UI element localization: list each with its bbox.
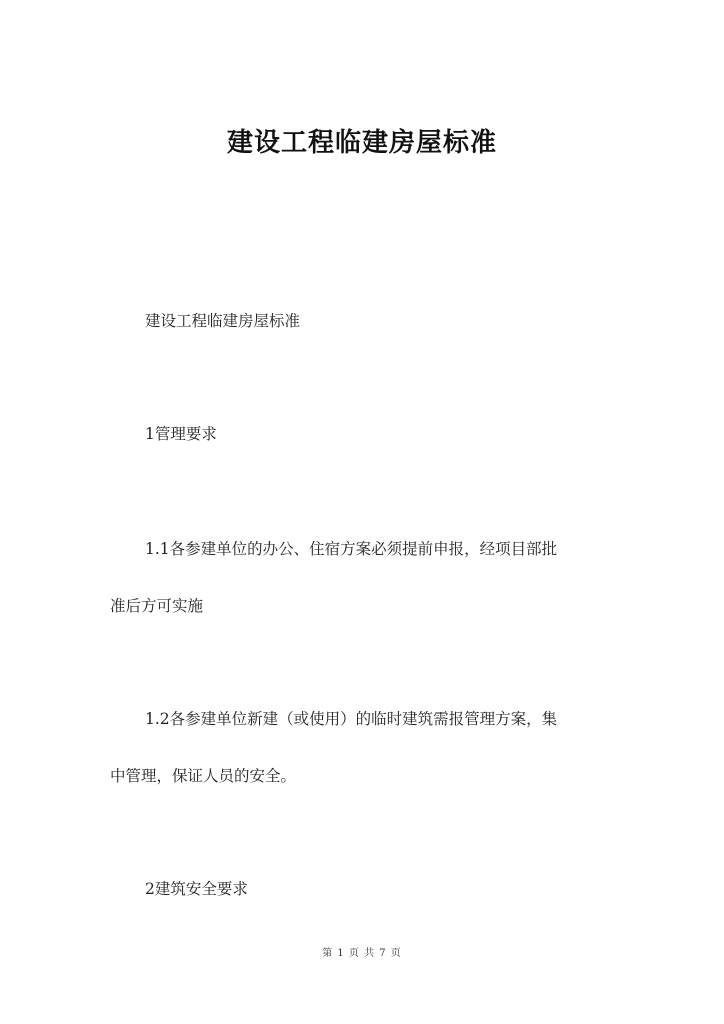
paragraph-1-2-line-1: 1.2各参建单位新建（或使用）的临时建筑需报管理方案，集	[145, 710, 558, 728]
paragraph-1-1-line-1: 1.1各参建单位的办公、住宿方案必须提前申报，经项目部批	[145, 540, 558, 558]
page-footer: 第 1 页 共 7 页	[322, 948, 402, 959]
paragraph-1-1-line-2: 准后方可实施	[110, 597, 204, 615]
section-heading-management: 1管理要求	[145, 425, 217, 443]
paragraph-1-2-line-2: 中管理，保证人员的安全。	[110, 767, 297, 785]
document-title: 建设工程临建房屋标准	[226, 128, 497, 158]
section-heading-building-safety: 2建筑安全要求	[145, 880, 248, 898]
paragraph-heading-repeat: 建设工程临建房屋标准	[145, 312, 301, 330]
